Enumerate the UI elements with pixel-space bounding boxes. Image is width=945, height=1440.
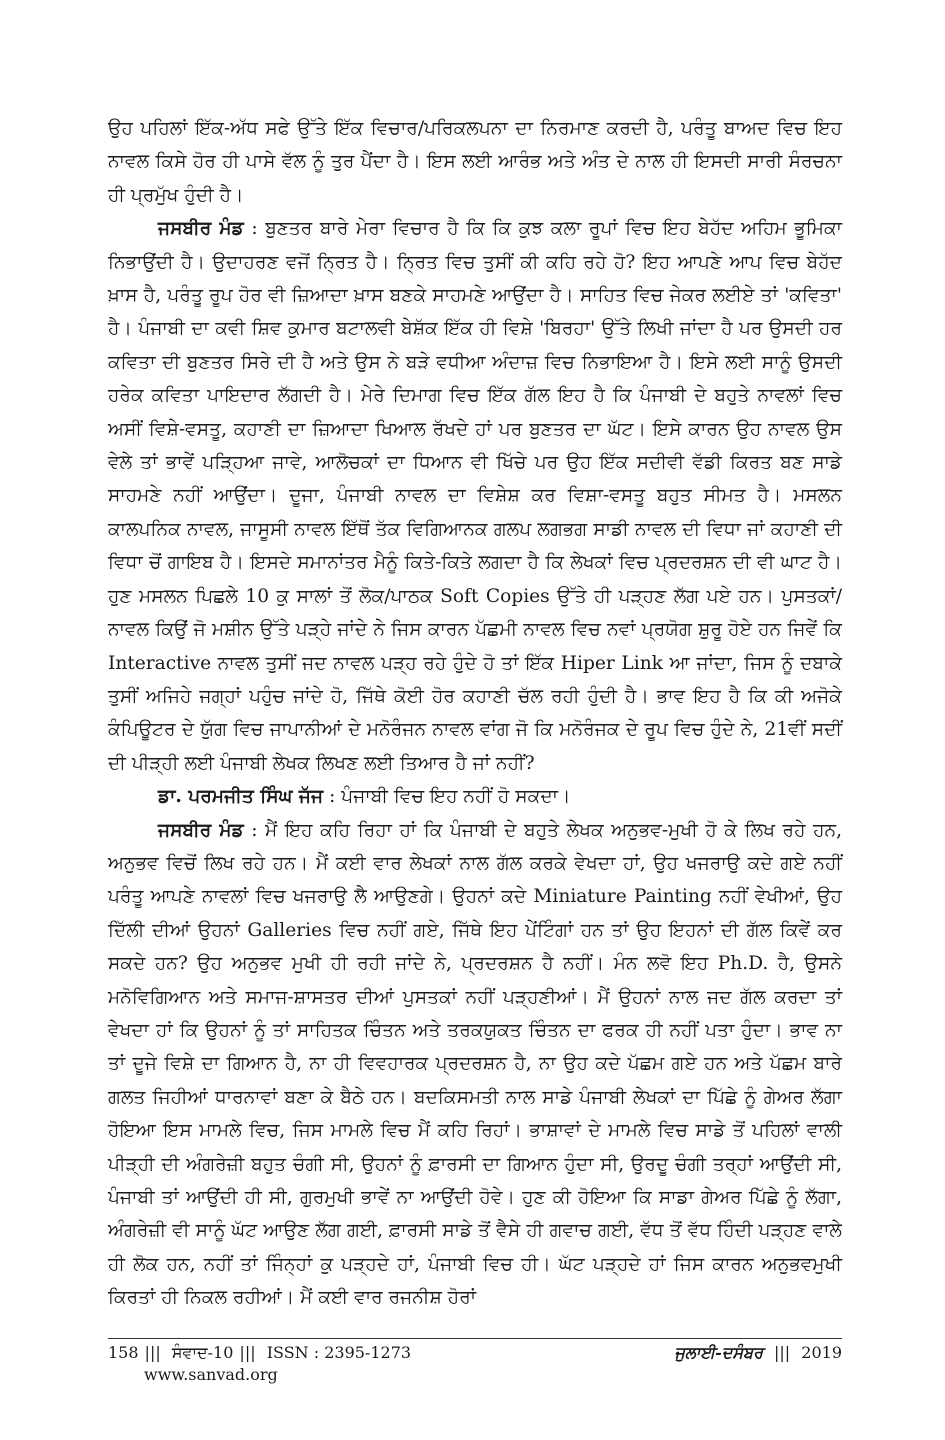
footer-right xyxy=(668,1342,842,1364)
page-number: 158 xyxy=(108,1343,139,1362)
speaker-name: ਡਾ. ਪਰਮਜੀਤ ਸਿੰਘ ਜੱਜ xyxy=(158,786,324,808)
paragraph-text: ਉਹ ਪਹਿਲਾਂ ਇੱਕ-ਅੱਧ ਸਫੇ ਉੱਤੇ ਇੱਕ ਵਿਚਾਰ/ਪਰਿਕਲਪਨਾ ਦਾ ਨਿਰਮਾਣ ਕਰਦੀ ਹੈ, ਪਰੰਤੂ ਬਾਅਦ ਵਿਚ ਇਹ ਨਾਵਲ ਕਿਸੇ ਹੋਰ ਹੀ ਪਾਸੇ ਵੱਲ ਨੂੰ ਤੁਰ ਪੈਂਦਾ ਹੈ। ਇਸ ਲਈ ਆਰੰਭ ਅਤੇ ਅੰਤ ਦੇ ਨਾਲ ਹੀ ਇਸਦੀ ਸਾਰੀ ਸੰਰਚਨਾ ਹੀ ਪ੍ਰਮੁੱਖ ਹੁੰਦੀ ਹੈ। xyxy=(108,118,842,206)
paragraph: ਜਸਬੀਰ ਮੰਡ : ਮੈਂ ਇਹ ਕਹਿ ਰਿਹਾ ਹਾਂ ਕਿ ਪੰਜਾਬੀ ਦੇ ਬਹੁਤੇ ਲੇਖਕ ਅਨੁਭਵ-ਮੁਖੀ ਹੋ ਕੇ ਲਿਖ ਰਹੇ ਹਨ, ਅਨੁਭਵ ਵਿਚੋਂ ਲਿਖ ਰਹੇ ਹਨ। ਮੈਂ ਕਈ ਵਾਰ ਲੇਖਕਾਂ ਨਾਲ ਗੱਲ ਕਰਕੇ ਵੇਖਦਾ ਹਾਂ, ਉਹ ਖਜਰਾਉ ਕਦੇ ਗਏ ਨਹੀਂ ਪਰੰਤੂ ਆਪਣੇ ਨਾਵਲਾਂ ਵਿਚ ਖਜਰਾਉ ਲੈ ਆਉਣਗੇ। ਉਹਨਾਂ ਕਦੇ Miniature Painting ਨਹੀਂ ਵੇਖੀਆਂ, ਉਹ ਦਿੱਲੀ ਦੀਆਂ ਉਹਨਾਂ Galleries ਵਿਚ ਨਹੀਂ ਗਏ, ਜਿੱਥੇ ਇਹ ਪੇਂਟਿੰਗਾਂ ਹਨ ਤਾਂ ਉਹ ਇਹਨਾਂ ਦੀ ਗੱਲ ਕਿਵੇਂ ਕਰ ਸਕਦੇ ਹਨ? ਉਹ ਅਨੁਭਵ ਮੁਖੀ ਹੀ ਰਹੀ ਜਾਂਦੇ ਨੇ, ਪ੍ਰਦਰਸ਼ਨ ਹੈ ਨਹੀਂ। ਮੰਨ ਲਵੋ ਇਹ Ph.D. ਹੈ, ਉਸਨੇ ਮਨੋਵਿਗਿਆਨ ਅਤੇ ਸਮਾਜ-ਸ਼ਾਸਤਰ ਦੀਆਂ ਪੁਸਤਕਾਂ ਨਹੀਂ ਪੜ੍ਹਣੀਆਂ। ਮੈਂ ਉਹਨਾਂ ਨਾਲ ਜਦ ਗੱਲ ਕਰਦਾ ਤਾਂ ਵੇਖਦਾ ਹਾਂ ਕਿ ਉਹਨਾਂ ਨੂੰ ਤਾਂ ਸਾਹਿਤਕ ਚਿੰਤਨ ਅਤੇ ਤਰਕਯੁਕਤ ਚਿੰਤਨ ਦਾ ਫਰਕ ਹੀ ਨਹੀਂ ਪਤਾ ਹੁੰਦਾ। ਭਾਵ ਨਾ ਤਾਂ ਦੂਜੇ ਵਿਸ਼ੇ ਦਾ ਗਿਆਨ ਹੈ, ਨਾ ਹੀ ਵਿਵਹਾਰਕ ਪ੍ਰਦਰਸ਼ਨ ਹੈ, ਨਾ ਉਹ ਕਦੇ ਪੱਛਮ ਗਏ ਹਨ ਅਤੇ ਪੱਛਮ ਬਾਰੇ ਗਲਤ ਜਿਹੀਆਂ ਧਾਰਨਾਵਾਂ ਬਣਾ ਕੇ ਬੈਠੇ ਹਨ। ਬਦਕਿਸਮਤੀ ਨਾਲ ਸਾਡੇ ਪੰਜਾਬੀ ਲੇਖਕਾਂ ਦਾ ਪਿੱਛੇ ਨੂੰ ਗੇਅਰ ਲੱਗਾ ਹੋਇਆ ਇਸ ਮਾਮਲੇ ਵਿਚ, ਜਿਸ ਮਾਮਲੇ ਵਿਚ ਮੈਂ ਕਹਿ ਰਿਹਾਂ। ਭਾਸ਼ਾਵਾਂ ਦੇ ਮਾਮਲੇ ਵਿਚ ਸਾਡੇ ਤੋਂ ਪਹਿਲਾਂ ਵਾਲੀ ਪੀੜ੍ਹੀ ਦੀ ਅੰਗਰੇਜ਼ੀ ਬਹੁਤ ਚੰਗੀ ਸੀ, ਉਹਨਾਂ ਨੂੰ ਫ਼ਾਰਸੀ ਦਾ ਗਿਆਨ ਹੁੰਦਾ ਸੀ, ਉਰਦੂ ਚੰਗੀ ਤਰ੍ਹਾਂ ਆਉਂਦੀ ਸੀ, ਪੰਜਾਬੀ ਤਾਂ ਆਉਂਦੀ ਹੀ ਸੀ, ਗੁਰਮੁਖੀ ਭਾਵੇਂ ਨਾ ਆਉਂਦੀ ਹੋਵੇ। ਹੁਣ ਕੀ ਹੋਇਆ ਕਿ ਸਾਡਾ ਗੇਅਰ ਪਿੱਛੇ ਨੂੰ ਲੱਗਾ, ਅੰਗਰੇਜ਼ੀ ਵੀ ਸਾਨੂੰ ਘੱਟ ਆਉਣ ਲੱਗ ਗਈ, ਫ਼ਾਰਸੀ ਸਾਡੇ ਤੋਂ ਵੈਸੇ ਹੀ ਗਵਾਚ ਗਈ, ਵੱਧ ਤੋਂ ਵੱਧ ਹਿੰਦੀ ਪੜ੍ਹਣ ਵਾਲੇ ਹੀ ਲੋਕ ਹਨ, ਨਹੀਂ ਤਾਂ ਜਿੰਨ੍ਹਾਂ ਕੁ ਪੜ੍ਹਦੇ ਹਾਂ, ਪੰਜਾਬੀ ਵਿਚ ਹੀ। ਘੱਟ ਪੜ੍ਹਦੇ ਹਾਂ ਜਿਸ ਕਾਰਨ ਅਨੁਭਵਮੁਖੀ ਕਿਰਤਾਂ ਹੀ ਨਿਕਲ ਰਹੀਆਂ। ਮੈਂ ਕਈ ਵਾਰ ਰਜਨੀਸ਼ ਹੋਰਾਂ xyxy=(108,819,843,1309)
issue-months: ਜੁਲਾਈ-ਦਸੰਬਰ xyxy=(674,1343,763,1362)
journal-name: ਸੰਵਾਦ-10 xyxy=(171,1343,234,1362)
footer-separator: ||| xyxy=(774,1343,791,1362)
footer-separator: ||| xyxy=(144,1343,161,1362)
paragraph-text: ਬੁਣਤਰ ਬਾਰੇ ਮੇਰਾ ਵਿਚਾਰ ਹੈ ਕਿ ਕਿ ਕੁਝ ਕਲਾ ਰੂਪਾਂ ਵਿਚ ਇਹ ਬੇਹੱਦ ਅਹਿਮ ਭੂਮਿਕਾ ਨਿਭਾਉਂਦੀ ਹੈ। ਉਦਾਹਰਣ ਵਜੋਂ ਨ੍ਰਿਤ ਹੈ। ਨ੍ਰਿਤ ਵਿਚ ਤੁਸੀਂ ਕੀ ਕਹਿ ਰਹੇ ਹੋ? ਇਹ ਆਪਣੇ ਆਪ ਵਿਚ ਬੇਹੱਦ ਖ਼ਾਸ ਹੈ, ਪਰੰਤੂ ਰੂਪ ਹੋਰ ਵੀ ਜ਼ਿਆਦਾ ਖ਼ਾਸ ਬਣਕੇ ਸਾਹਮਣੇ ਆਉਂਦਾ ਹੈ। ਸਾਹਿਤ ਵਿਚ ਜੇਕਰ ਲਈਏ ਤਾਂ 'ਕਵਿਤਾ' ਹੈ। ਪੰਜਾਬੀ ਦਾ ਕਵੀ ਸ਼ਿਵ ਕੁਮਾਰ ਬਟਾਲਵੀ ਬੇਸ਼ੱਕ ਇੱਕ ਹੀ ਵਿਸ਼ੇ 'ਬਿਰਹਾ' ਉੱਤੇ ਲਿਖੀ ਜਾਂਦਾ ਹੈ ਪਰ ਉਸਦੀ ਹਰ ਕਵਿਤਾ ਦੀ ਬੁਣਤਰ ਸਿਰੇ ਦੀ ਹੈ ਅਤੇ ਉਸ ਨੇ ਬੜੇ ਵਧੀਆ ਅੰਦਾਜ਼ ਵਿਚ ਨਿਭਾਇਆ ਹੈ। ਇਸੇ ਲਈ ਸਾਨੂੰ ਉਸਦੀ ਹਰੇਕ ਕਵਿਤਾ ਪਾਇਦਾਰ ਲੱਗਦੀ ਹੈ। ਮੇਰੇ ਦਿਮਾਗ ਵਿਚ ਇੱਕ ਗੱਲ ਇਹ ਹੈ ਕਿ ਪੰਜਾਬੀ ਦੇ ਬਹੁਤੇ ਨਾਵਲਾਂ ਵਿਚ ਅਸੀਂ ਵਿਸ਼ੇ-ਵਸਤੂ, ਕਹਾਣੀ ਦਾ ਜ਼ਿਆਦਾ ਖਿਆਲ ਰੱਖਦੇ ਹਾਂ ਪਰ ਬੁਣਤਰ ਦਾ ਘੱਟ। ਇਸੇ ਕਾਰਨ ਉਹ ਨਾਵਲ ਉਸ ਵੇਲੇ ਤਾਂ ਭਾਵੇਂ ਪੜ੍ਹਿਆ ਜਾਵੇ, ਆਲੋਚਕਾਂ ਦਾ ਧਿਆਨ ਵੀ ਖਿੱਚੇ ਪਰ ਉਹ ਇੱਕ ਸਦੀਵੀ ਵੱਡੀ ਕਿਰਤ ਬਣ ਸਾਡੇ ਸਾਹਮਣੇ ਨਹੀਂ ਆਉਂਦਾ। ਦੂਜਾ, ਪੰਜਾਬੀ ਨਾਵਲ ਦਾ ਵਿਸ਼ੇਸ਼ ਕਰ ਵਿਸ਼ਾ-ਵਸਤੂ ਬਹੁਤ ਸੀਮਤ ਹੈ। ਮਸਲਨ ਕਾਲਪਨਿਕ ਨਾਵਲ, ਜਾਸੂਸੀ ਨਾਵਲ ਇੱਥੋਂ ਤੱਕ ਵਿਗਿਆਨਕ ਗਲਪ ਲਗਭਗ ਸਾਡੀ ਨਾਵਲ ਦੀ ਵਿਧਾ ਜਾਂ ਕਹਾਣੀ ਦੀ ਵਿਧਾ ਚੋਂ ਗਾਇਬ ਹੈ। ਇਸਦੇ ਸਮਾਨਾਂਤਰ ਮੈਨੂੰ ਕਿਤੇ-ਕਿਤੇ ਲਗਦਾ ਹੈ ਕਿ ਲੇਖਕਾਂ ਵਿਚ ਪ੍ਰਦਰਸ਼ਨ ਦੀ ਵੀ ਘਾਟ ਹੈ। ਹੁਣ ਮਸਲਨ ਪਿਛਲੇ 10 ਕੁ ਸਾਲਾਂ ਤੋਂ ਲੋਕ/ਪਾਠਕ Soft Copies ਉੱਤੇ ਹੀ ਪੜ੍ਹਣ ਲੱਗ ਪਏ ਹਨ। ਪੁਸਤਕਾਂ/ਨਾਵਲ ਕਿਉਂ ਜੋ ਮਸ਼ੀਨ ਉੱਤੇ ਪੜ੍ਹੇ ਜਾਂਦੇ ਨੇ ਜਿਸ ਕਾਰਨ ਪੱਛਮੀ ਨਾਵਲ ਵਿਚ ਨਵਾਂ ਪ੍ਰਯੋਗ ਸ਼ੁਰੂ ਹੋਏ ਹਨ ਜਿਵੇਂ ਕਿ Interactive ਨਾਵਲ ਤੁਸੀਂ ਜਦ ਨਾਵਲ ਪੜ੍ਹ ਰਹੇ ਹੁੰਦੇ ਹੋ ਤਾਂ ਇੱਕ Hiper Link ਆ ਜਾਂਦਾ, ਜਿਸ ਨੂੰ ਦਬਾਕੇ ਤੁਸੀਂ ਅਜਿਹੇ ਜਗ੍ਹਾਂ ਪਹੁੰਚ ਜਾਂਦੇ ਹੋ, ਜਿੱਥੇ ਕੋਈ ਹੋਰ ਕਹਾਣੀ ਚੱਲ ਰਹੀ ਹੁੰਦੀ ਹੈ। ਭਾਵ ਇਹ ਹੈ ਕਿ ਕੀ ਅਜੋਕੇ ਕੰਪਿਊਟਰ ਦੇ ਯੁੱਗ ਵਿਚ ਜਾਪਾਨੀਆਂ ਦੇ ਮਨੋਰੰਜਨ ਨਾਵਲ ਵਾਂਗ ਜੋ ਕਿ ਮਨੋਰੰਜਕ ਦੇ ਰੂਪ ਵਿਚ ਹੁੰਦੇ ਨੇ, 21ਵੀਂ ਸਦੀਂ ਦੀ ਪੀੜ੍ਹੀ ਲਈ ਪੰਜਾਬੀ ਲੇਖਕ ਲਿਖਣ ਲਈ ਤਿਆਰ ਹੈ ਜਾਂ ਨਹੀਂ? xyxy=(108,218,842,774)
article-body xyxy=(108,112,842,1315)
footer-divider xyxy=(108,1338,842,1339)
paragraph: ਜਸਬੀਰ ਮੰਡ : ਬੁਣਤਰ ਬਾਰੇ ਮੇਰਾ ਵਿਚਾਰ ਹੈ ਕਿ ਕਿ ਕੁਝ ਕਲਾ ਰੂਪਾਂ ਵਿਚ ਇਹ ਬੇਹੱਦ ਅਹਿਮ ਭੂਮਿਕਾ ਨਿਭਾਉਂਦੀ ਹੈ। ਉਦਾਹਰਣ ਵਜੋਂ ਨ੍ਰਿਤ ਹੈ। ਨ੍ਰਿਤ ਵਿਚ ਤੁਸੀਂ ਕੀ ਕਹਿ ਰਹੇ ਹੋ? ਇਹ ਆਪਣੇ ਆਪ ਵਿਚ ਬੇਹੱਦ ਖ਼ਾਸ ਹੈ, ਪਰੰਤੂ ਰੂਪ ਹੋਰ ਵੀ ਜ਼ਿਆਦਾ ਖ਼ਾਸ ਬਣਕੇ ਸਾਹਮਣੇ ਆਉਂਦਾ ਹੈ। ਸਾਹਿਤ ਵਿਚ ਜੇਕਰ ਲਈਏ ਤਾਂ 'ਕਵਿਤਾ' ਹੈ। ਪੰਜਾਬੀ ਦਾ ਕਵੀ ਸ਼ਿਵ ਕੁਮਾਰ ਬਟਾਲਵੀ ਬੇਸ਼ੱਕ ਇੱਕ ਹੀ ਵਿਸ਼ੇ 'ਬਿਰਹਾ' ਉੱਤੇ ਲਿਖੀ ਜਾਂਦਾ ਹੈ ਪਰ ਉਸਦੀ ਹਰ ਕਵਿਤਾ ਦੀ ਬੁਣਤਰ ਸਿਰੇ ਦੀ ਹੈ ਅਤੇ ਉਸ ਨੇ ਬੜੇ ਵਧੀਆ ਅੰਦਾਜ਼ ਵਿਚ ਨਿਭਾਇਆ ਹੈ। ਇਸੇ ਲਈ ਸਾਨੂੰ ਉਸਦੀ ਹਰੇਕ ਕਵਿਤਾ ਪਾਇਦਾਰ ਲੱਗਦੀ ਹੈ। ਮੇਰੇ ਦਿਮਾਗ ਵਿਚ ਇੱਕ ਗੱਲ ਇਹ ਹੈ ਕਿ ਪੰਜਾਬੀ ਦੇ ਬਹੁਤੇ ਨਾਵਲਾਂ ਵਿਚ ਅਸੀਂ ਵਿਸ਼ੇ-ਵਸਤੂ, ਕਹਾਣੀ ਦਾ ਜ਼ਿਆਦਾ ਖਿਆਲ ਰੱਖਦੇ ਹਾਂ ਪਰ ਬੁਣਤਰ ਦਾ ਘੱਟ। ਇਸੇ ਕਾਰਨ ਉਹ ਨਾਵਲ ਉਸ ਵੇਲੇ ਤਾਂ ਭਾਵੇਂ ਪੜ੍ਹਿਆ ਜਾਵੇ, ਆਲੋਚਕਾਂ ਦਾ ਧਿਆਨ ਵੀ ਖਿੱਚੇ ਪਰ ਉਹ ਇੱਕ ਸਦੀਵੀ ਵੱਡੀ ਕਿਰਤ ਬਣ ਸਾਡੇ ਸਾਹਮਣੇ ਨਹੀਂ ਆਉਂਦਾ। ਦੂਜਾ, ਪੰਜਾਬੀ ਨਾਵਲ ਦਾ ਵਿਸ਼ੇਸ਼ ਕਰ ਵਿਸ਼ਾ-ਵਸਤੂ ਬਹੁਤ ਸੀਮਤ ਹੈ। ਮਸਲਨ ਕਾਲਪਨਿਕ ਨਾਵਲ, ਜਾਸੂਸੀ ਨਾਵਲ ਇੱਥੋਂ ਤੱਕ ਵਿਗਿਆਨਕ ਗਲਪ ਲਗਭਗ ਸਾਡੀ ਨਾਵਲ ਦੀ ਵਿਧਾ ਜਾਂ ਕਹਾਣੀ ਦੀ ਵਿਧਾ ਚੋਂ ਗਾਇਬ ਹੈ। ਇਸਦੇ ਸਮਾਨਾਂਤਰ ਮੈਨੂੰ ਕਿਤੇ-ਕਿਤੇ ਲਗਦਾ ਹੈ ਕਿ ਲੇਖਕਾਂ ਵਿਚ ਪ੍ਰਦਰਸ਼ਨ ਦੀ ਵੀ ਘਾਟ ਹੈ। ਹੁਣ ਮਸਲਨ ਪਿਛਲੇ 10 ਕੁ ਸਾਲਾਂ ਤੋਂ ਲੋਕ/ਪਾਠਕ Soft Copies ਉੱਤੇ ਹੀ ਪੜ੍ਹਣ ਲੱਗ ਪਏ ਹਨ। ਪੁਸਤਕਾਂ/ਨਾਵਲ ਕਿਉਂ ਜੋ ਮਸ਼ੀਨ ਉੱਤੇ ਪੜ੍ਹੇ ਜਾਂਦੇ ਨੇ ਜਿਸ ਕਾਰਨ ਪੱਛਮੀ ਨਾਵਲ ਵਿਚ ਨਵਾਂ ਪ੍ਰਯੋਗ ਸ਼ੁਰੂ ਹੋਏ ਹਨ ਜਿਵੇਂ ਕਿ Interactive ਨਾਵਲ ਤੁਸੀਂ ਜਦ ਨਾਵਲ ਪੜ੍ਹ ਰਹੇ ਹੁੰਦੇ ਹੋ ਤਾਂ ਇੱਕ Hiper Link ਆ ਜਾਂਦਾ, ਜਿਸ ਨੂੰ ਦਬਾਕੇ ਤੁਸੀਂ ਅਜਿਹੇ ਜਗ੍ਹਾਂ ਪਹੁੰਚ ਜਾਂਦੇ ਹੋ, ਜਿੱਥੇ ਕੋਈ ਹੋਰ ਕਹਾਣੀ ਚੱਲ ਰਹੀ ਹੁੰਦੀ ਹੈ। ਭਾਵ ਇਹ ਹੈ ਕਿ ਕੀ ਅਜੋਕੇ ਕੰਪਿਊਟਰ ਦੇ ਯੁੱਗ ਵਿਚ ਜਾਪਾਨੀਆਂ ਦੇ ਮਨੋਰੰਜਨ ਨਾਵਲ ਵਾਂਗ ਜੋ ਕਿ ਮਨੋਰੰਜਕ ਦੇ ਰੂਪ ਵਿਚ ਹੁੰਦੇ ਨੇ, 21ਵੀਂ ਸਦੀਂ ਦੀ ਪੀੜ੍ਹੀ ਲਈ ਪੰਜਾਬੀ ਲੇਖਕ ਲਿਖਣ ਲਈ ਤਿਆਰ ਹੈ ਜਾਂ ਨਹੀਂ? xyxy=(108,218,842,774)
issn-number: ISSN : 2395-1273 xyxy=(266,1343,412,1362)
speaker-name: ਜਸਬੀਰ ਮੰਡ xyxy=(158,218,244,240)
website-link[interactable]: www.sanvad.org xyxy=(144,1365,278,1384)
paragraph-text: ਪੰਜਾਬੀ ਵਿਚ ਇਹ ਨਹੀਂ ਹੋ ਸਕਦਾ। xyxy=(341,786,571,808)
issue-year: 2019 xyxy=(801,1343,842,1362)
paragraph xyxy=(108,112,842,212)
paragraph: ਡਾ. ਪਰਮਜੀਤ ਸਿੰਘ ਜੱਜ : ਪੰਜਾਬੀ ਵਿਚ ਇਹ ਨਹੀਂ ਹੋ ਸਕਦਾ। xyxy=(158,786,571,808)
footer-left xyxy=(108,1342,417,1364)
footer-separator: ||| xyxy=(239,1343,256,1362)
paragraph-text: ਮੈਂ ਇਹ ਕਹਿ ਰਿਹਾ ਹਾਂ ਕਿ ਪੰਜਾਬੀ ਦੇ ਬਹੁਤੇ ਲੇਖਕ ਅਨੁਭਵ-ਮੁਖੀ ਹੋ ਕੇ ਲਿਖ ਰਹੇ ਹਨ, ਅਨੁਭਵ ਵਿਚੋਂ ਲਿਖ ਰਹੇ ਹਨ। ਮੈਂ ਕਈ ਵਾਰ ਲੇਖਕਾਂ ਨਾਲ ਗੱਲ ਕਰਕੇ ਵੇਖਦਾ ਹਾਂ, ਉਹ ਖਜਰਾਉ ਕਦੇ ਗਏ ਨਹੀਂ ਪਰੰਤੂ ਆਪਣੇ ਨਾਵਲਾਂ ਵਿਚ ਖਜਰਾਉ ਲੈ ਆਉਣਗੇ। ਉਹਨਾਂ ਕਦੇ Miniature Painting ਨਹੀਂ ਵੇਖੀਆਂ, ਉਹ ਦਿੱਲੀ ਦੀਆਂ ਉਹਨਾਂ Galleries ਵਿਚ ਨਹੀਂ ਗਏ, ਜਿੱਥੇ ਇਹ ਪੇਂਟਿੰਗਾਂ ਹਨ ਤਾਂ ਉਹ ਇਹਨਾਂ ਦੀ ਗੱਲ ਕਿਵੇਂ ਕਰ ਸਕਦੇ ਹਨ? ਉਹ ਅਨੁਭਵ ਮੁਖੀ ਹੀ ਰਹੀ ਜਾਂਦੇ ਨੇ, ਪ੍ਰਦਰਸ਼ਨ ਹੈ ਨਹੀਂ। ਮੰਨ ਲਵੋ ਇਹ Ph.D. ਹੈ, ਉਸਨੇ ਮਨੋਵਿਗਿਆਨ ਅਤੇ ਸਮਾਜ-ਸ਼ਾਸਤਰ ਦੀਆਂ ਪੁਸਤਕਾਂ ਨਹੀਂ ਪੜ੍ਹਣੀਆਂ। ਮੈਂ ਉਹਨਾਂ ਨਾਲ ਜਦ ਗੱਲ ਕਰਦਾ ਤਾਂ ਵੇਖਦਾ ਹਾਂ ਕਿ ਉਹਨਾਂ ਨੂੰ ਤਾਂ ਸਾਹਿਤਕ ਚਿੰਤਨ ਅਤੇ ਤਰਕਯੁਕਤ ਚਿੰਤਨ ਦਾ ਫਰਕ ਹੀ ਨਹੀਂ ਪਤਾ ਹੁੰਦਾ। ਭਾਵ ਨਾ ਤਾਂ ਦੂਜੇ ਵਿਸ਼ੇ ਦਾ ਗਿਆਨ ਹੈ, ਨਾ ਹੀ ਵਿਵਹਾਰਕ ਪ੍ਰਦਰਸ਼ਨ ਹੈ, ਨਾ ਉਹ ਕਦੇ ਪੱਛਮ ਗਏ ਹਨ ਅਤੇ ਪੱਛਮ ਬਾਰੇ ਗਲਤ ਜਿਹੀਆਂ ਧਾਰਨਾਵਾਂ ਬਣਾ ਕੇ ਬੈਠੇ ਹਨ। ਬਦਕਿਸਮਤੀ ਨਾਲ ਸਾਡੇ ਪੰਜਾਬੀ ਲੇਖਕਾਂ ਦਾ ਪਿੱਛੇ ਨੂੰ ਗੇਅਰ ਲੱਗਾ ਹੋਇਆ ਇਸ ਮਾਮਲੇ ਵਿਚ, ਜਿਸ ਮਾਮਲੇ ਵਿਚ ਮੈਂ ਕਹਿ ਰਿਹਾਂ। ਭਾਸ਼ਾਵਾਂ ਦੇ ਮਾਮਲੇ ਵਿਚ ਸਾਡੇ ਤੋਂ ਪਹਿਲਾਂ ਵਾਲੀ ਪੀੜ੍ਹੀ ਦੀ ਅੰਗਰੇਜ਼ੀ ਬਹੁਤ ਚੰਗੀ ਸੀ, ਉਹਨਾਂ ਨੂੰ ਫ਼ਾਰਸੀ ਦਾ ਗਿਆਨ ਹੁੰਦਾ ਸੀ, ਉਰਦੂ ਚੰਗੀ ਤਰ੍ਹਾਂ ਆਉਂਦੀ ਸੀ, ਪੰਜਾਬੀ ਤਾਂ ਆਉਂਦੀ ਹੀ ਸੀ, ਗੁਰਮੁਖੀ ਭਾਵੇਂ ਨਾ ਆਉਂਦੀ ਹੋਵੇ। ਹੁਣ ਕੀ ਹੋਇਆ ਕਿ ਸਾਡਾ ਗੇਅਰ ਪਿੱਛੇ ਨੂੰ ਲੱਗਾ, ਅੰਗਰੇਜ਼ੀ ਵੀ ਸਾਨੂੰ ਘੱਟ ਆਉਣ ਲੱਗ ਗਈ, ਫ਼ਾਰਸੀ ਸਾਡੇ ਤੋਂ ਵੈਸੇ ਹੀ ਗਵਾਚ ਗਈ, ਵੱਧ ਤੋਂ ਵੱਧ ਹਿੰਦੀ ਪੜ੍ਹਣ ਵਾਲੇ ਹੀ ਲੋਕ ਹਨ, ਨਹੀਂ ਤਾਂ ਜਿੰਨ੍ਹਾਂ ਕੁ ਪੜ੍ਹਦੇ ਹਾਂ, ਪੰਜਾਬੀ ਵਿਚ ਹੀ। ਘੱਟ ਪੜ੍ਹਦੇ ਹਾਂ ਜਿਸ ਕਾਰਨ ਅਨੁਭਵਮੁਖੀ ਕਿਰਤਾਂ ਹੀ ਨਿਕਲ ਰਹੀਆਂ। ਮੈਂ ਕਈ ਵਾਰ ਰਜਨੀਸ਼ ਹੋਰਾਂ xyxy=(108,819,843,1309)
speaker-name: ਜਸਬੀਰ ਮੰਡ xyxy=(158,819,244,841)
